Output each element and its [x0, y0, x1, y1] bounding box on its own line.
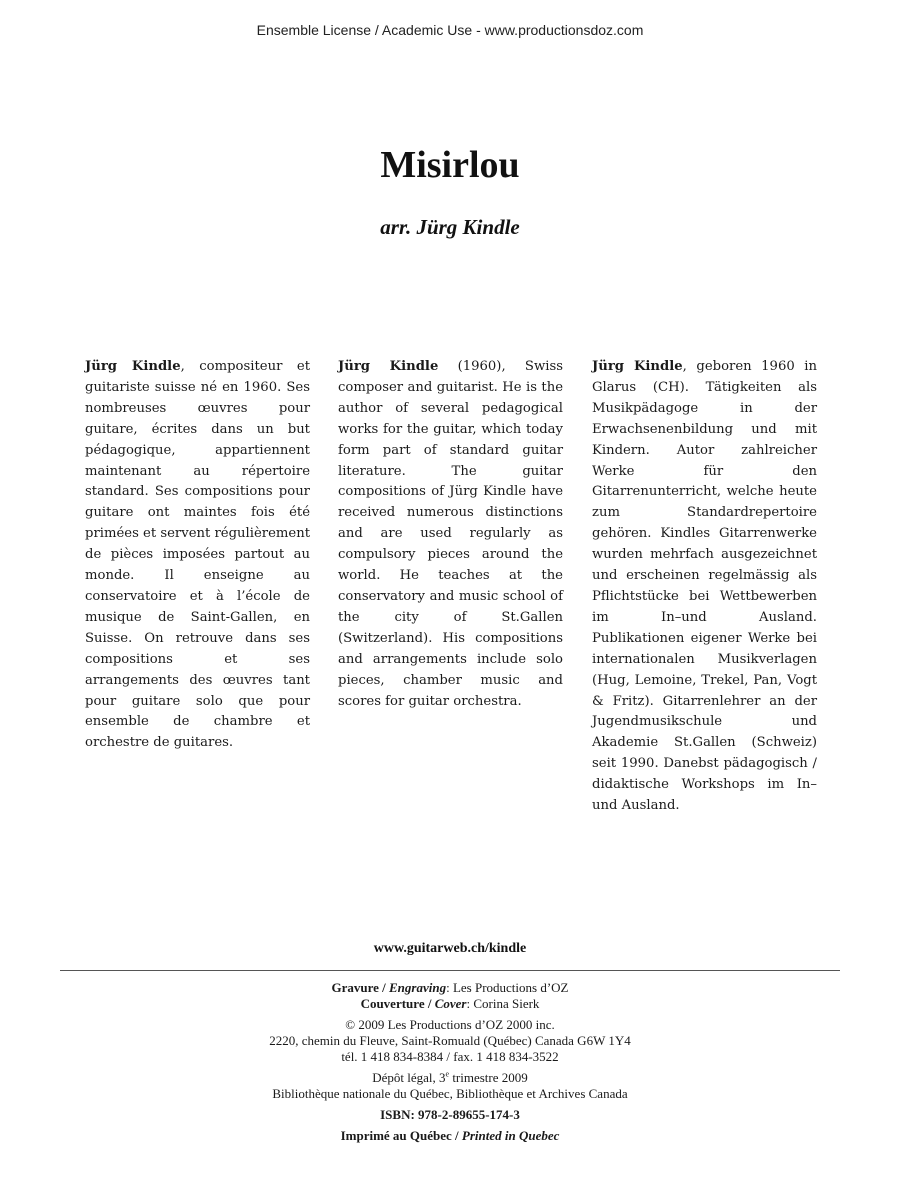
bio-french-text: , compositeur et guitariste suisse né en 1960. Ses nombreuses œuvres pour guitare, écrites dans un but pédagogique, appartiennent maintenant au répertoire standard. Ses compositions pour guitare ont maintes fois été primées et servent régulièrement de pièces imposées partout au monde. Il enseigne au conservatoire et à l’école de musique de Saint-Gallen, en Suisse. On retrouve dans ses compositions et ses arrangements des œuvres tant pour guitare solo que pour ensemble de chambre et orchestre de guitares.: [85, 359, 310, 751]
website-link[interactable]: www.guitarweb.ch/kindle: [373, 941, 527, 956]
legal-deposit-sup: e: [445, 1069, 450, 1079]
address-line: 2220, chemin du Fleuve, Saint-Romuald (Québec) Canada G6W 1Y4: [269, 1033, 631, 1048]
engraving-label-fr: Gravure /: [331, 980, 386, 995]
bio-english: [338, 357, 563, 712]
legal-deposit-pre: Dépôt légal, 3: [372, 1070, 446, 1085]
engraving-label-en: Engraving: [389, 980, 447, 995]
phone-line: tél. 1 418 834-8384 / fax. 1 418 834-3522: [341, 1049, 559, 1064]
printed-sep: /: [451, 1128, 462, 1143]
bio-french: [85, 357, 310, 754]
bio-english-name: Jürg Kindle: [338, 359, 439, 374]
arranger-subtitle: arr. Jürg Kindle: [380, 215, 520, 239]
bio-german: [592, 357, 817, 817]
cover-value: : Corina Sierk: [466, 996, 540, 1011]
legal-deposit-post: trimestre 2009: [449, 1070, 528, 1085]
engraving-credit: [0, 980, 900, 996]
printed-fr: Imprimé au Québec: [340, 1128, 452, 1143]
printed-en: Printed in Quebec: [461, 1128, 560, 1143]
isbn-value: ISBN: 978-2-89655-174-3: [380, 1107, 520, 1122]
cover-credit: [0, 996, 900, 1012]
bio-french-name: Jürg Kindle: [85, 359, 181, 374]
cover-label-en: Cover: [434, 996, 467, 1011]
bio-english-text: (1960), Swiss composer and guitarist. He is the author of several pedagogical works for the guitar, which today form part of standard guitar literature. The guitar compositions of Jürg Kindle have received numerous distinctions and are used regularly as compulsory pieces around the world. He teaches at the conservatory and music school of the city of St.Gallen (Switzerland). His compositions and arrangements include solo pieces, chamber music and scores for guitar orchestra.: [338, 359, 563, 709]
credits-block: [0, 980, 900, 1144]
isbn-line: [0, 1107, 900, 1123]
copyright-line: © 2009 Les Productions d’OZ 2000 inc.: [345, 1017, 555, 1032]
license-banner: Ensemble License / Academic Use - www.productionsdoz.com: [256, 22, 644, 38]
bio-german-text: , geboren 1960 in Glarus (CH). Tätigkeiten als Musikpädagoge in der Erwachsenenbildung und mit Kindern. Autor zahlreicher Werke für den Gitarrenunterricht, welche heute zum Standardrepertoire gehören. Kindles Gitarrenwerke wurden mehrfach ausgezeichnet und erscheinen regelmässig als Pflichtstücke bei Wettbewerben im In–und Ausland. Publikationen eigener Werke bei internationalen Musikverlagen (Hug, Lemoine, Trekel, Pan, Vogt & Fritz). Gitarrenlehrer an der Jugendmusikschule und Akademie St.Gallen (Schweiz) seit 1990. Danebst pädagogisch / didaktische Workshops im In–und Ausland.: [592, 359, 817, 814]
cover-label-fr: Couverture /: [360, 996, 432, 1011]
page-title: Misirlou: [380, 144, 520, 186]
libraries-line: Bibliothèque nationale du Québec, Bibliothèque et Archives Canada: [272, 1086, 628, 1101]
printed-line: [0, 1128, 900, 1144]
engraving-value: : Les Productions d’OZ: [446, 980, 569, 995]
legal-deposit-line: [0, 1070, 900, 1086]
footer-divider: [60, 970, 840, 971]
bio-german-name: Jürg Kindle: [592, 359, 683, 374]
